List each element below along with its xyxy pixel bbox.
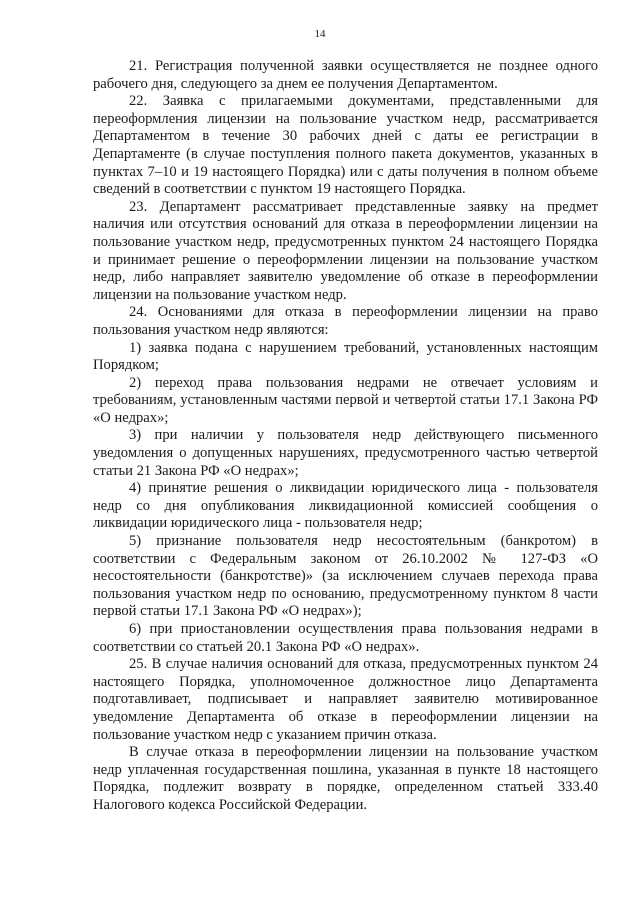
- list-item-3: 3) при наличии у пользователя недр действующего письменного уведомления о допущенных нарушениях, предусмотренного частью четвертой статьи 21 Закона РФ «О недрах»;: [93, 427, 598, 479]
- paragraph-refund: В случае отказа в переоформлении лицензии на пользование участком недр уплаченная государственная пошлина, указанная в пункте 18 настоящего Порядка, подлежит возврату в порядке, определенном статьей 333.40 Налогового кодекса Российской Федерации.: [93, 744, 598, 813]
- paragraph-21: 21. Регистрация полученной заявки осуществляется не позднее одного рабочего дня, следующего за днем ее получения Департаментом.: [93, 58, 598, 92]
- list-item-6: 6) при приостановлении осуществления права пользования недрами в соответствии со статьей 20.1 Закона РФ «О недрах».: [93, 621, 598, 655]
- paragraph-22: 22. Заявка с прилагаемыми документами, представленными для переоформления лицензии на пользование участком недр, рассматривается Департаментом в течение 30 рабочих дней с даты ее регистрации в Департаменте (в случае поступления полного пакета документов, указанных в пунктах 7–10 и 19 настоящего Порядка) или с даты получения в полном объеме сведений в соответствии с пунктом 19 настоящего Порядка.: [93, 93, 598, 198]
- list-item-4: 4) принятие решения о ликвидации юридического лица - пользователя недр со дня опубликования ликвидационной комиссией сообщения о ликвидации юридического лица - пользователя недр;: [93, 480, 598, 532]
- paragraph-23: 23. Департамент рассматривает представленные заявку на предмет наличия или отсутствия оснований для отказа в переоформлении лицензии на пользование участком недр, предусмотренных пунктом 24 настоящего Порядка и принимает решение о переоформлении лицензии на пользование участком недр, либо направляет заявителю уведомление об отказе в переоформлении лицензии на пользование участком недр.: [93, 198, 598, 303]
- paragraph-24: 24. Основаниями для отказа в переоформлении лицензии на право пользования участком недр являются:: [93, 304, 598, 338]
- list-item-5: 5) признание пользователя недр несостоятельным (банкротом) в соответствии с Федеральным законом от 26.10.2002 № 127-ФЗ «О несостоятельности (банкротстве)» (за исключением случаев перехода права пользования участком недр по основанию, предусмотренному пунктом 8 части первой статьи 17.1 Закона РФ «О недрах»);: [93, 533, 598, 620]
- paragraph-25: 25. В случае наличия оснований для отказа, предусмотренных пунктом 24 настоящего Порядка, уполномоченное должностное лицо Департамента подготавливает, подписывает и направляет заявителю мотивированное уведомление Департамента об отказе в переоформлении лицензии на пользование участком недр с указанием причин отказа.: [93, 656, 598, 743]
- list-item-1: 1) заявка подана с нарушением требований, установленных настоящим Порядком;: [93, 339, 598, 374]
- list-item-2: 2) переход права пользования недрами не отвечает условиям и требованиям, установленным частями первой и четвертой статьи 17.1 Закона РФ «О недрах»;: [93, 374, 598, 426]
- document-body: [93, 58, 598, 815]
- page-number: 14: [314, 28, 326, 40]
